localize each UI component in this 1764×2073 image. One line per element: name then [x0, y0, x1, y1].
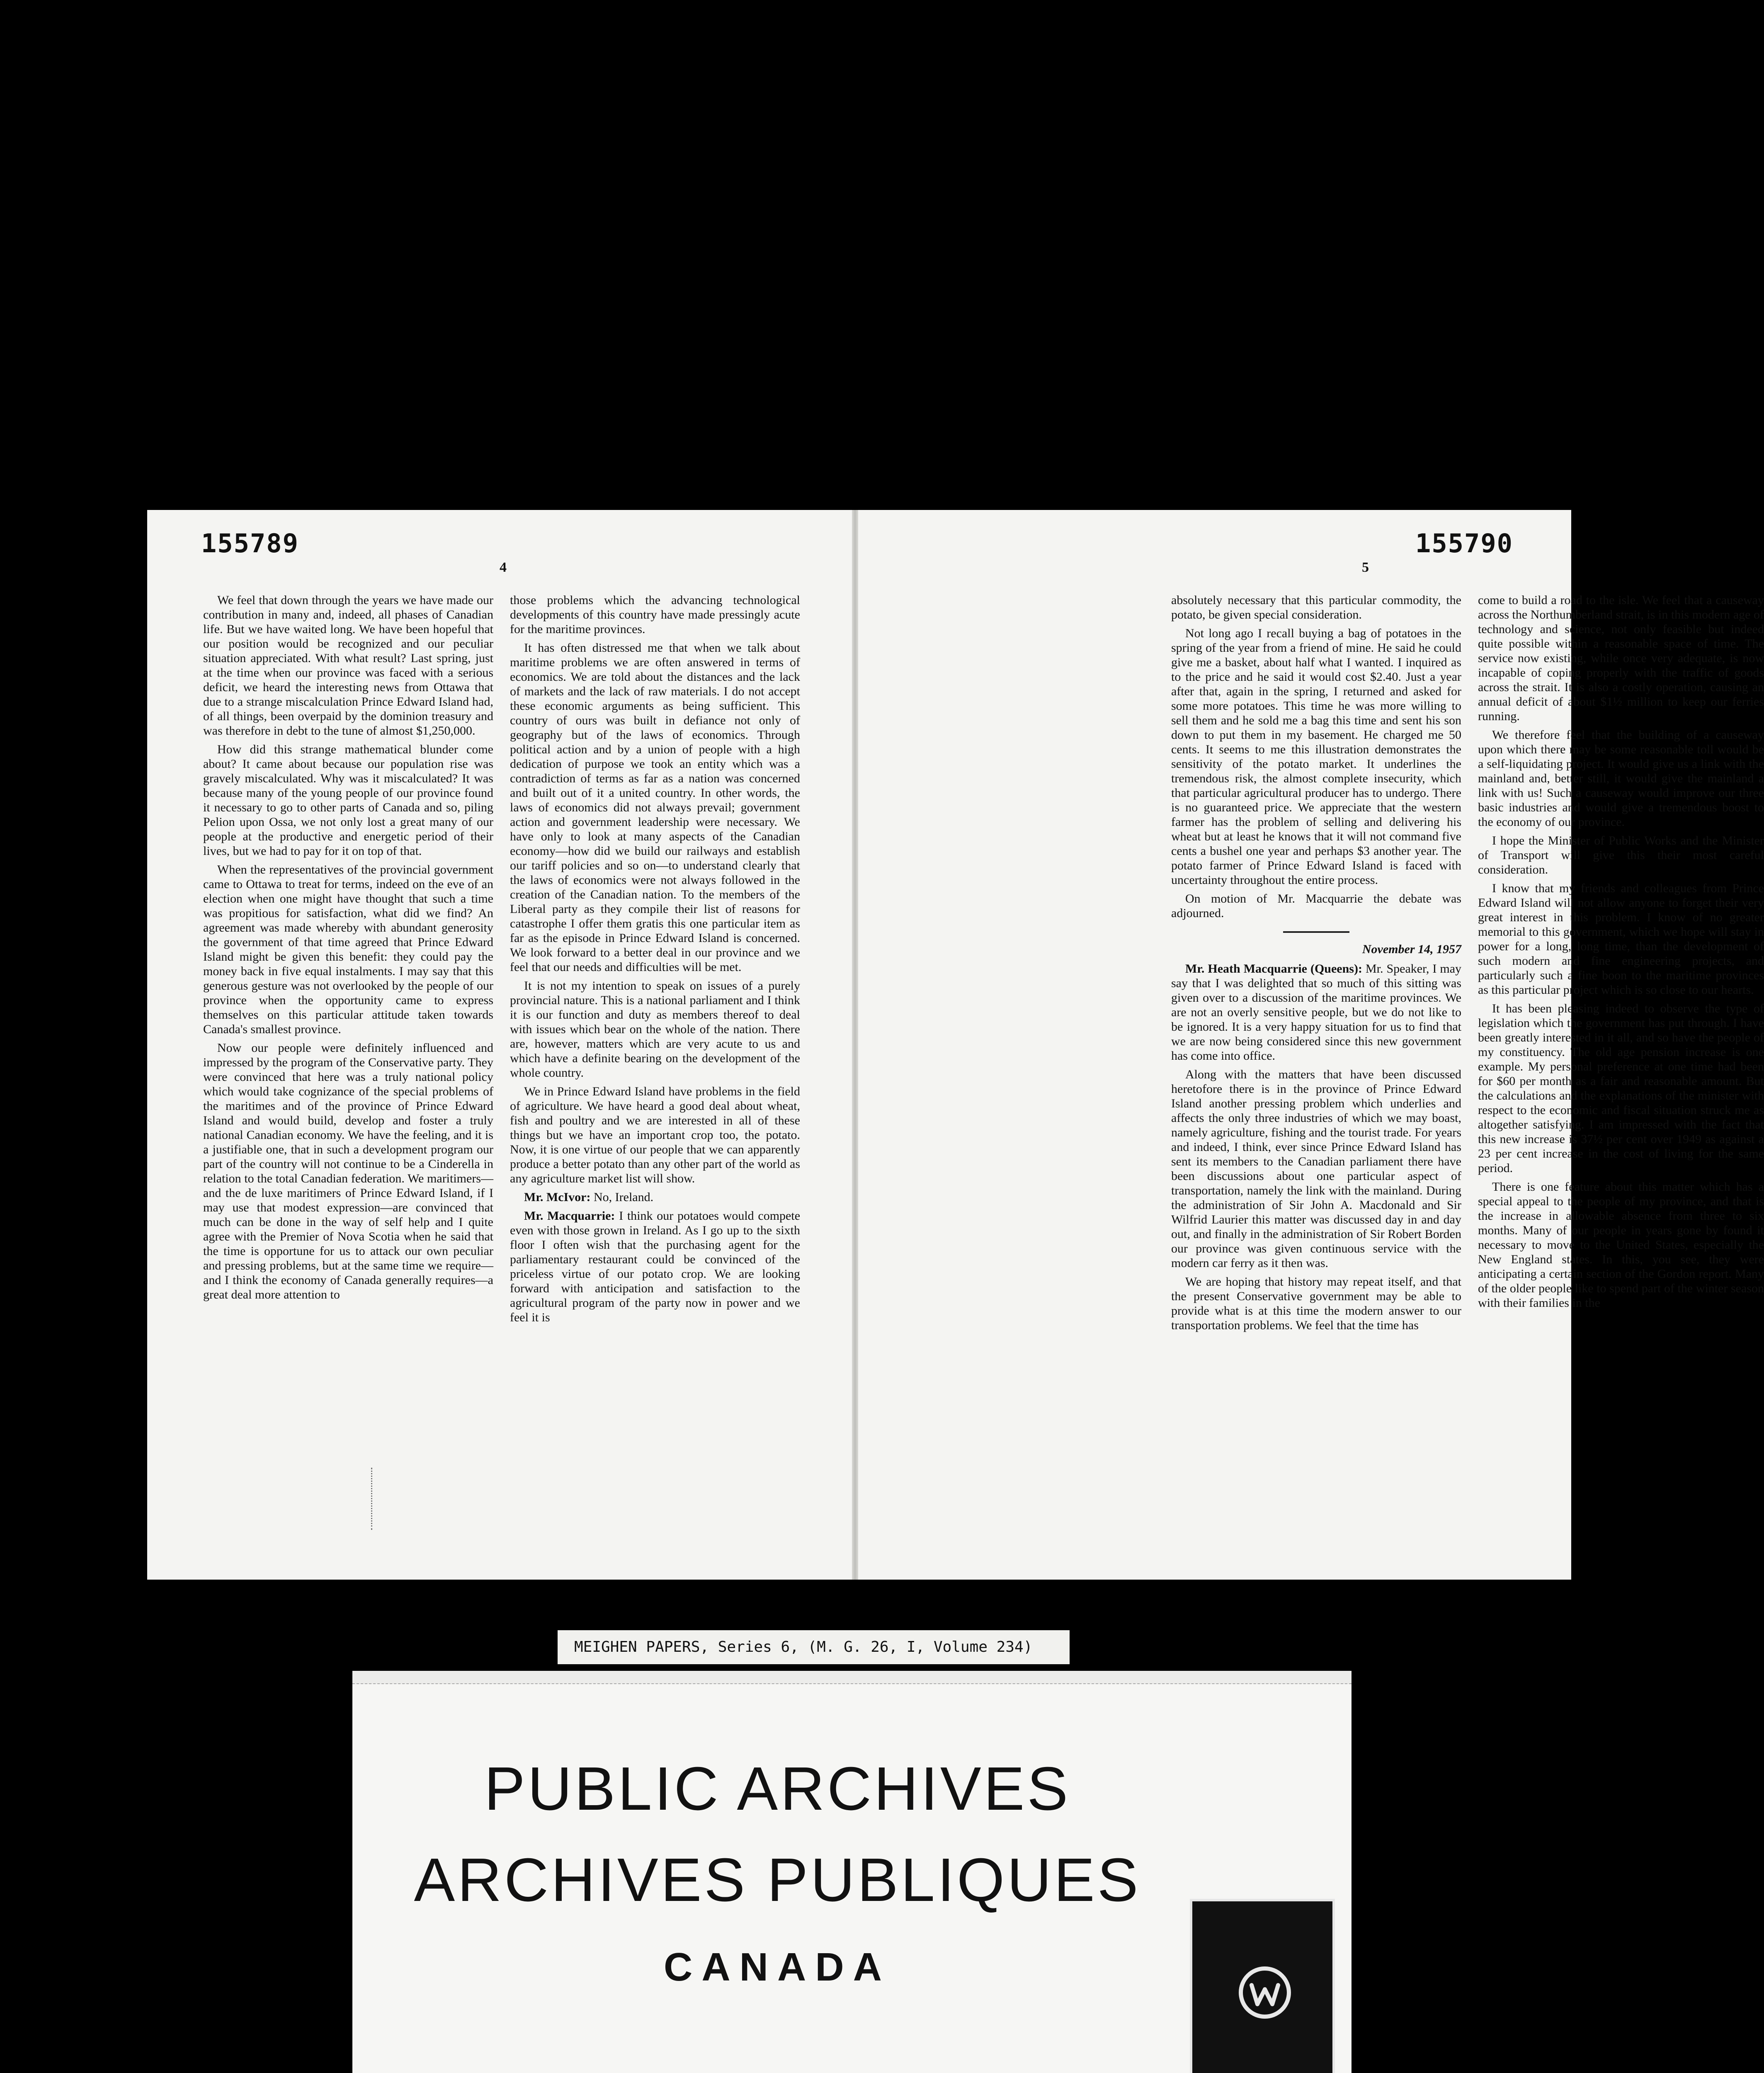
page-number: 4: [500, 560, 507, 575]
speaker-name: Mr. McIvor:: [524, 1190, 591, 1204]
date-heading: November 14, 1957: [1362, 942, 1461, 956]
speech-text: I think our potatoes would compete even with those grown in Ireland. As I go up to the sixth floor I often wish that the purchasing agent for the parliamentary restaurant could be convinced of the priceless virtue of our potato crop. We are looking forward with anticipation and satisfaction to the agricultural program of the party now in power and we feel it is: [510, 1209, 801, 1324]
paragraph: It has been pleasing indeed to observe the type of legislation which the government has put through. I have been greatly interested in it all, and so have the people of my constituency. The old age pension increase is one example. My personal preference at one time had been for $60 per month as a fair and reasonable amount. But the calculations and the explanations of the minister with respect to the economic and fiscal situation struck me as altogether satisfying. I am impressed with the fact that this new increase is 37½ per cent over 1949 as against a 23 per cent increase in the cost of living for the same period.: [1478, 1002, 1764, 1175]
speaker-name: Mr. Macquarrie:: [524, 1209, 615, 1223]
paragraph: We in Prince Edward Island have problems in the field of agriculture. We have heard a good deal about wheat, fish and poultry and we are interested in all of these things but we have an important crop too, the potato. Now, it is one virtue of our people that we can apparently produce a better potato than any other part of the world as any agriculture market list will show.: [510, 1085, 800, 1185]
archive-title-fr: ARCHIVES PUBLIQUES: [414, 1846, 1141, 1914]
right-page: [858, 510, 1764, 1580]
archive-title-en: PUBLIC ARCHIVES: [484, 1755, 1071, 1823]
section-divider: [1283, 931, 1349, 933]
paragraph: We are hoping that history may repeat itself, and that the present Conservative government may be able to provide what is at this time the modern answer to our transportation problems. We feel that the time has: [1171, 1275, 1461, 1332]
text-column: [1478, 593, 1764, 1314]
paragraph: Now our people were definitely influenced and impressed by the program of the Conservative party. They were convinced that here was a truly national policy which would take cognizance of the special problems of the maritimes and of the province of Prince Edward Island and would build, develop and foster a truly national Canadian economy. We have the feeling, and it is a justifiable one, that in such a development program our part of the country will not continue to be a Cinderella in relation to the total Canadian federation. We maritimers—and the de luxe maritimers of Prince Edward Island, if I may use that modest expression—are convinced that much can be done in the way of self help and I quite agree with the Premier of Nova Scotia when he said that the time is opportune for us to attack our own peculiar and pressing problems, but at the same time we require—and I think the economy of Canada generally requires—a great deal more attention to: [203, 1041, 493, 1301]
paragraph: those problems which the advancing technological developments of this country have made pressingly acute for the maritime provinces.: [510, 593, 800, 636]
paragraph: There is one feature about this matter which has a special appeal to the people of my province, and that is the increase in allowable absence from three to six months. Many of our people in years gone by found it necessary to move to the United States, especially the New England states. In this, you see, they were anticipating a certain section of the Gordon report. Many of the older people like to spend part of the winter season with their families in the: [1478, 1180, 1764, 1310]
archive-country: CANADA: [664, 1945, 891, 1989]
paragraph: It has often distressed me that when we talk about maritime problems we are often answered in terms of economics. We are told about the distances and the lack of markets and the lack of raw materials. I do not accept these economic arguments as being sufficient. This country of ours was built in defiance not only of geography but of the laws of economics. Through political action and by a union of people with a high dedication of purpose we took an entity which was a contradiction of terms as far as a nation was concerned and built out of it a united country. In other words, the laws of economics did not always prevail; government action and government leadership were necessary. We have only to look at many aspects of the Canadian economy—how did we build our railways and establish our tariff policies and so on—to understand clearly that the laws of economics were not always followed in the creation of the Canadian nation. To the members of the Liberal party as they compile their list of reasons for catastrophe I offer them gratis this one particular item as far as the episode in Prince Edward Island is concerned. We look forward to a better deal in our province and we feel that our needs and difficulties will be met.: [510, 641, 800, 974]
binding-holes: [371, 1468, 382, 1530]
text-column: [510, 593, 800, 1329]
document-spread: [147, 510, 1764, 1580]
paragraph: It is not my intention to speak on issues of a purely provincial nature. This is a national parliament and I think it is our function and duty as members thereof to deal with issues which bear on the whole of the nation. There are, however, matters which are very acute to us and which have a definite bearing on the development of the whole country.: [510, 979, 800, 1080]
text-column: [203, 593, 493, 1306]
speech-text: No, Ireland.: [594, 1190, 654, 1204]
speech: [1171, 961, 1461, 1063]
paragraph: I hope the Minister of Public Works and the Minister of Transport will give this their most careful consideration.: [1478, 834, 1764, 876]
page-number: 5: [1362, 560, 1369, 575]
reference-label: MEIGHEN PAPERS, Series 6, (M. G. 26, I, Volume 234): [558, 1630, 1070, 1664]
paragraph: We feel that down through the years we have made our contribution in many and, indeed, all phases of Canadian life. But we have waited long. We have been hopeful that our position would be recognized and our peculiar situation appreciated. With what result? Last spring, just at the time when our province was faced with a serious deficit, we heard the interesting news from Ottawa that due to a strange miscalculation Prince Edward Island had, of all things, been overpaid by the dominion treasury and was therefore in debt to the tune of almost $1,250,000.: [203, 593, 493, 738]
paragraph: come to build a road to the isle. We feel that a causeway across the Northumberland strait, is in this modern age of technology and science, not only feasible but indeed quite possible within a reasonable space of time. The service now existing, while once very adequate, is now incapable of coping properly with the traffic of goods across the strait. It is also a costly operation, causing an annual deficit of about $1½ million to keep our ferries running.: [1478, 593, 1764, 723]
speech-text: Mr. Speaker, I may say that I was delighted that so much of this sitting was given over to a discussion of the maritime provinces. We are not an overly sensitive people, but we do not like to be ignored. It is a very happy situation for us to find that we are now being considered since this new government has come into office.: [1171, 962, 1462, 1063]
archives-seal-icon: [1236, 1964, 1294, 2022]
paragraph: How did this strange mathematical blunder come about? It came about because our population rise was gravely miscalculated. Why was it miscalculated? It was because many of the young people of our province found it necessary to go to other parts of Canada and so, piling Pelion upon Ossa, we not only lost a great many of our people at the productive and energetic period of their lives, but we had to pay for it on top of that.: [203, 743, 493, 858]
interjection: [510, 1190, 800, 1204]
paragraph: On motion of Mr. Macquarrie the debate was adjourned.: [1171, 892, 1461, 920]
paragraph: Not long ago I recall buying a bag of potatoes in the spring of the year from a friend of mine. He said he could give me a basket, about half what I wanted. I inquired as to the price and he said it would cost $2.40. Just a year after that, again in the spring, I returned and asked for some more potatoes. This time he was more willing to sell them and he sold me a bag this time and sent his son down to put them in my basement. He charged me 50 cents. It seems to me this illustration demonstrates the sensitivity of the potato market. It underlines the tremendous risk, the almost complete insecurity, which that particular agricultural producer has to undergo. There is no guaranteed price. We appreciate that the western farmer has the problem of selling and delivering his wheat but at least he knows that it will not command five cents a bushel one year and perhaps $3 another year. The potato farmer of Prince Edward Island is faced with uncertainty throughout the entire process.: [1171, 626, 1461, 887]
page-gutter: [852, 510, 858, 1580]
folio-stamp: 155789: [201, 528, 299, 558]
text-column: [1171, 593, 1461, 1337]
speech: [510, 1209, 800, 1325]
speaker-name: Mr. Heath Macquarrie (Queens):: [1185, 962, 1362, 976]
card-edge: [352, 1671, 1352, 1684]
paragraph: We therefore feel that the building of a causeway upon which there may be some reasonable toll would be a self-liquidating project. It would give us a link with the mainland and, better still, it would give the mainland a link with us! Such a causeway would improve our three basic industries and would give a tremendous boost to the economy of our province.: [1478, 728, 1764, 829]
paragraph: Along with the matters that have been discussed heretofore there is in the province of Prince Edward Island another pressing problem which underlies and affects the only three industries of which we may boast, namely agriculture, fishing and the tourist trade. For years and indeed, I think, ever since Prince Edward Island has sent its members to the Canadian parliament there have been discussions about one particular aspect of transportation, namely the link with the mainland. During the administration of Sir John A. Macdonald and Sir Wilfrid Laurier this matter was discussed day in and day out, and finally in the administration of Sir Robert Borden our province was given continuous service with the modern car ferry as it then was.: [1171, 1068, 1461, 1270]
paragraph: absolutely necessary that this particular commodity, the potato, be given special consideration.: [1171, 593, 1461, 621]
archives-logo: [1190, 1899, 1335, 2073]
paragraph: When the representatives of the provincial government came to Ottawa to treat for terms, indeed on the eve of an election when one might have thought that such a time was propitious for satisfaction, what did we find? An agreement was made whereby with abundant generosity the government of that time agreed that Prince Edward Island might be given this benefit: they could pay the money back in five equal instalments. I may say that this generous gesture was not overlooked by the people of our province when the opportunity came to express themselves on this particular attitude taken towards Canada's smallest province.: [203, 863, 493, 1036]
paragraph: I know that my friends and colleagues from Prince Edward Island will not allow anyone to forget their very great interest in this problem. I know of no greater memorial to this government, which we hope will stay in power for a long, long time, than the development of such modern and fine engineering projects, and particularly such a fine boon to the maritime provinces as this particular project which is so close to our hearts.: [1478, 881, 1764, 997]
folio-stamp: 155790: [1415, 528, 1513, 558]
archive-card: [352, 1671, 1352, 2073]
left-page: [147, 510, 852, 1580]
